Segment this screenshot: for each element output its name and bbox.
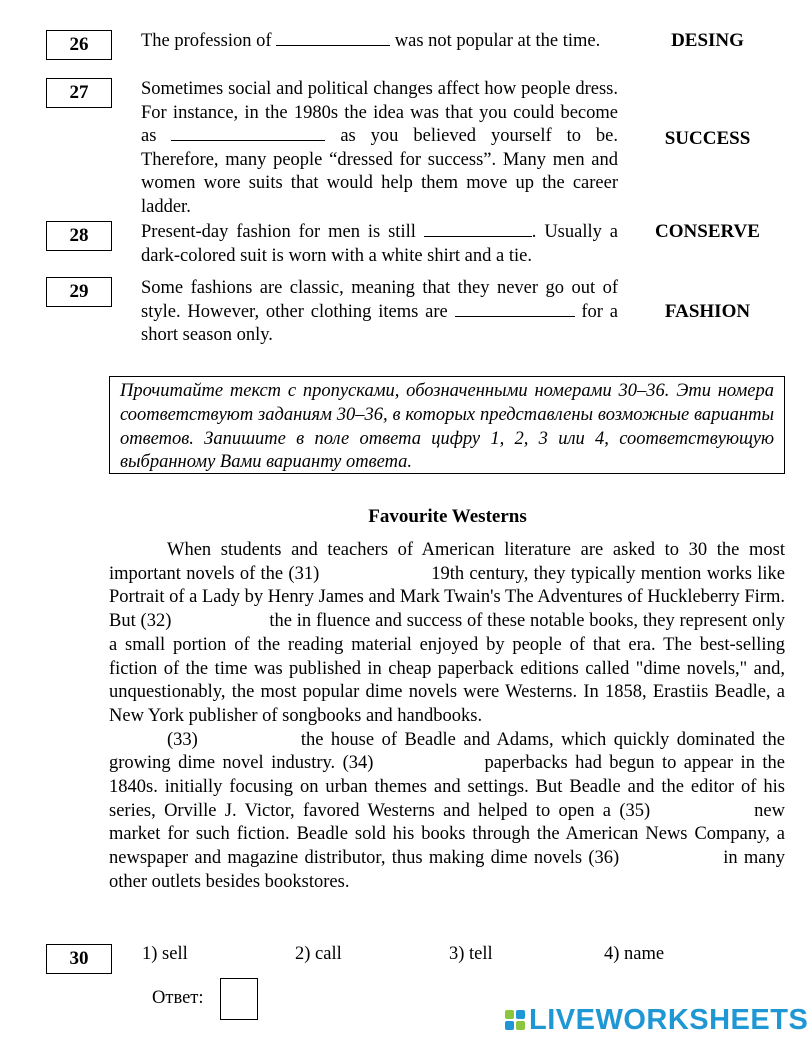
task-sentence-29: Some fashions are classic, meaning that they never go out of style. However, other clothing items are for a short season only. bbox=[141, 278, 618, 346]
passage-text bbox=[109, 539, 785, 895]
liveworksheets-icon bbox=[505, 1010, 525, 1030]
task-sentence-28: Present-day fashion for men is still . Usually a dark-colored suit is worn with a white shirt and a tie. bbox=[141, 222, 618, 266]
task-number-28: 28 bbox=[46, 221, 112, 251]
option-3: 3) tell bbox=[449, 944, 493, 964]
option-4: 4) name bbox=[604, 944, 665, 964]
task-sentence-27: Sometimes social and political changes affect how people dress. For instance, in the 1980s the idea was that you could become as as you believed yourself to be. Therefore, many people “dressed for success”. Many men and women wore suits that would help them move up the career ladder. bbox=[141, 79, 619, 217]
blank-28[interactable] bbox=[424, 222, 532, 237]
task-number-29: 29 bbox=[46, 277, 112, 307]
blank-29[interactable] bbox=[455, 302, 575, 317]
word-form-27: SUCCESS bbox=[664, 128, 751, 149]
option-2: 2) call bbox=[295, 944, 342, 964]
word-form-29: FASHION bbox=[664, 301, 751, 322]
passage-title: Favourite Westerns bbox=[368, 506, 527, 527]
passage-paragraph-2: (33) the house of Beadle and Adams, which quickly dominated the growing dime novel industry. (34) paperbacks had begun to appear in the 1840s. initially focusing on urban themes and settings. But Beadle and the editor of his series, Orville J. Victor, favored Westerns and helped to open a (35) new market for such fiction. Beadle sold his books through the American News Company, a newspaper and magazine distributor, thus making dime novels (36) in many other outlets besides bookstores. bbox=[109, 729, 785, 892]
task-number-27: 27 bbox=[46, 78, 112, 108]
passage-paragraph-1: When students and teachers of American literature are asked to 30 the most important novels of the (31) 19th century, they typically mention works like Portrait of a Lady by Henry James and Mark Twain's The Adventures of Huckleberry Firm. But (32) the in fluence and success of these notable books, they represent only a small portion of the reading material enjoyed by people of that era. The best-selling fiction of the time was published in cheap paperback editions called "dime novels," and, unquestionably, the most popular dime novels were Westerns. In 1858, Erastiis Beadle, a New York publisher of songbooks and handbooks. bbox=[109, 540, 785, 726]
word-form-28: CONSERVE bbox=[655, 221, 760, 242]
liveworksheets-logo bbox=[505, 1003, 808, 1037]
option-1: 1) sell bbox=[142, 944, 188, 964]
liveworksheets-wordmark: LIVEWORKSHEETS bbox=[529, 1003, 809, 1036]
blank-27[interactable] bbox=[171, 126, 325, 141]
instruction-box: Прочитайте текст с пропусками, обозначенными номерами 30–36. Эти номера соответствуют заданиям 30–36, в которых представлены возможные варианты ответов. Запишите в поле ответа цифру 1, 2, 3 или 4, соответствующую выбранному Вами варианту ответа. bbox=[109, 376, 785, 474]
word-form-26: DESING bbox=[671, 30, 744, 51]
answer-input[interactable] bbox=[220, 978, 258, 1020]
task-sentence-26: The profession of was not popular at the time. bbox=[141, 31, 601, 51]
blank-26[interactable] bbox=[276, 31, 390, 46]
task-number-26: 26 bbox=[46, 30, 112, 60]
answer-label: Ответ: bbox=[152, 988, 204, 1008]
question-number-30: 30 bbox=[46, 944, 112, 974]
